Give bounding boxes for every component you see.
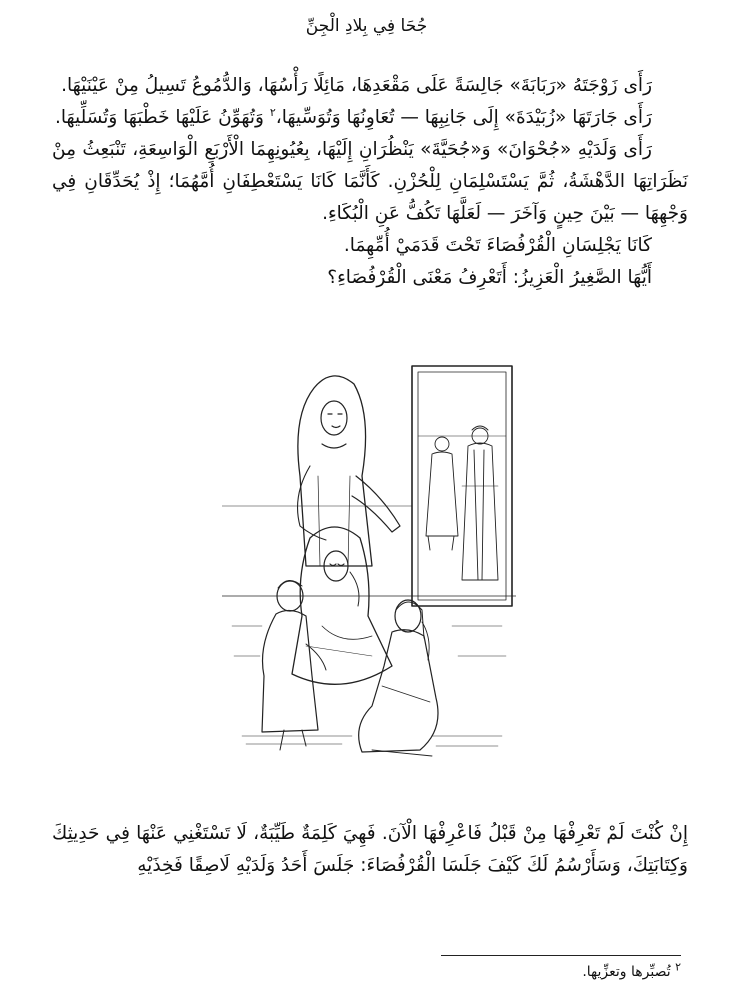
main-text xyxy=(52,70,688,294)
paragraph-1: رَأَى زَوْجَتَهُ «رَبَابَةَ» جَالِسَةً عَلَى مَقْعَدِهَا، مَائِلًا رَأْسُهَا، وَالدُّمُوعُ تَسِيلُ مِنْ عَيْنَيْهَا. xyxy=(61,75,652,96)
footnote xyxy=(281,962,681,982)
girl-right xyxy=(359,600,438,756)
footnote-divider xyxy=(441,955,681,956)
paragraph-2-text: رَأَى جَارَتَهَا «زُبَيْدَةَ» إِلَى جَانِبِهَا — تُعَاوِنُهَا وَتُوَسِّيهَا، xyxy=(275,107,652,128)
closing-text xyxy=(52,818,688,882)
paragraph-2 xyxy=(52,102,688,134)
closing-paragraph: إِنْ كُنْتَ لَمْ تَعْرِفْهَا مِنْ قَبْلُ فَاعْرِفْهَا الْآنَ. فَهِيَ كَلِمَةٌ طَيِّبَةٌ، لَا تَسْتَغْنِي عَنْهَا فِي حَدِيثِكَ وَكِتَابَتِكَ، وَسَأَرْسُمُ لَكَ كَيْفَ جَلَسَا الْقُرْفُصَاءَ: جَلَسَ أَحَدُ وَلَدَيْهِ لَاصِقًا فَخِذَيْهِ xyxy=(52,823,688,876)
standing-woman xyxy=(298,376,400,566)
paragraph-4: كَانَا يَجْلِسَانِ الْقُرْفُصَاءَ تَحْتَ قَدَمَيْ أُمِّهِمَا. xyxy=(343,235,652,256)
footnote-mark: ٢ xyxy=(675,960,681,974)
paragraph-2-continuation: وَتُهَوِّنُ عَلَيْهَا خَطْبَهَا وَتُسَلِّيهَا. xyxy=(54,107,264,128)
paragraph-3: رَأَى وَلَدَيْهِ «جُحْوَانَ» وَ«جُحَيَّةَ» يَنْظُرَانِ إِلَيْهَا، بِعُيُونِهِمَا الْأَرْبَعِ الْوَاسِعَةِ، تَنْبَعِثُ مِنْ نَظَرَاتِهَا الدَّهْشَةُ، ثُمَّ يَسْتَسْلِمَانِ لِلْحُزْنِ. كَأَنَّمَا كَانَا يَسْتَعْطِفَانِ أُمَّهُمَا؛ إِذْ يُحَدِّقَانِ فِي وَجْهِهَا — بَيْنَ حِينٍ وَآخَرَ — لَعَلَّهَا تَكُفُّ عَنِ الْبُكَاءِ. xyxy=(52,139,688,224)
footnote-text: تُصبِّرها وتعزِّيها. xyxy=(582,964,671,980)
footnote-reference: ٢ xyxy=(269,105,276,119)
family-illustration xyxy=(222,326,516,778)
men-in-doorway xyxy=(426,426,498,580)
floor-shading xyxy=(232,626,506,746)
seated-mother xyxy=(292,527,392,684)
running-head: جُحَا فِي بِلادِ الْجِنِّ xyxy=(305,16,428,36)
paragraph-5: أَيُّهَا الصَّغِيرُ الْعَزِيزُ: أَتَعْرِفُ مَعْنَى الْقُرْفُصَاءِ؟ xyxy=(327,267,652,288)
